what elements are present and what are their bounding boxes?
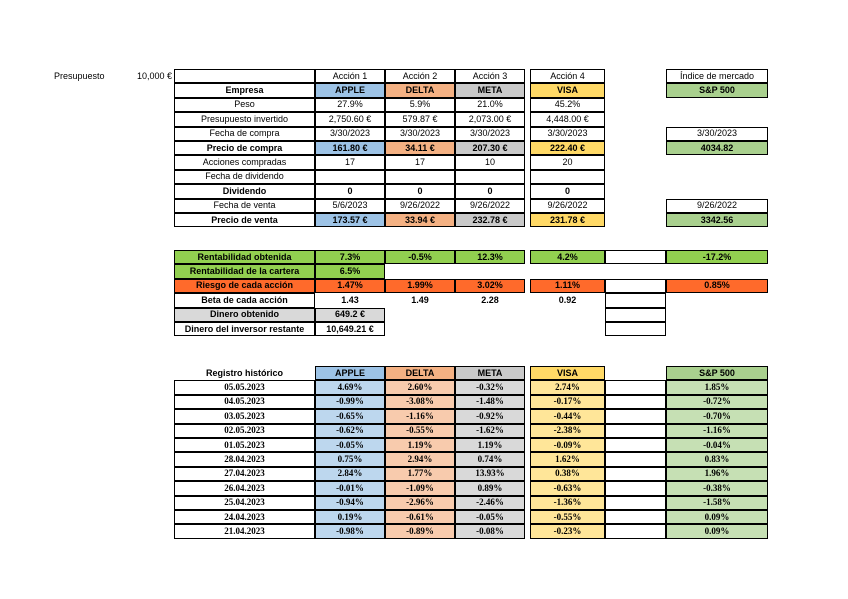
empty-cell[interactable]	[605, 424, 666, 438]
history-value[interactable]: -3.08%	[385, 395, 455, 409]
empty-cell[interactable]	[605, 250, 666, 264]
riesgo-3[interactable]: 3.02%	[455, 279, 525, 293]
history-value[interactable]: -0.65%	[315, 409, 385, 423]
empty-cell[interactable]	[605, 496, 666, 510]
history-col-sp500[interactable]: S&P 500	[666, 366, 768, 380]
history-value[interactable]: -2.46%	[455, 496, 525, 510]
rentabilidad-indice[interactable]: -17.2%	[666, 250, 768, 264]
presupuesto_invertido-3[interactable]: 2,073.00 €	[455, 112, 525, 126]
history-date[interactable]: 03.05.2023	[174, 409, 315, 423]
empty-cell[interactable]	[605, 481, 666, 495]
empty-cell[interactable]	[605, 510, 666, 524]
history-index-value[interactable]: -0.38%	[666, 481, 768, 495]
header-accion-1[interactable]: Acción 1	[315, 69, 385, 83]
history-value[interactable]: 2.74%	[530, 380, 605, 394]
history-index-value[interactable]: 0.09%	[666, 510, 768, 524]
empty-cell[interactable]	[605, 308, 666, 322]
corner-cell[interactable]	[174, 69, 315, 83]
history-date[interactable]: 27.04.2023	[174, 467, 315, 481]
fecha_dividendo-2[interactable]	[385, 170, 455, 184]
history-value[interactable]: 1.19%	[455, 438, 525, 452]
riesgo-2[interactable]: 1.99%	[385, 279, 455, 293]
history-date[interactable]: 02.05.2023	[174, 424, 315, 438]
header-accion-3[interactable]: Acción 3	[455, 69, 525, 83]
history-index-value[interactable]: 1.96%	[666, 467, 768, 481]
presupuesto_invertido-1[interactable]: 2,750.60 €	[315, 112, 385, 126]
row-label-precio_venta[interactable]: Precio de venta	[174, 213, 315, 227]
row-label-dividendo[interactable]: Dividendo	[174, 184, 315, 198]
rentabilidad-1[interactable]: 7.3%	[315, 250, 385, 264]
dividendo-3[interactable]: 0	[455, 184, 525, 198]
indice-precio_compra[interactable]: 4034.82	[666, 141, 768, 155]
dinero-restante-label[interactable]: Dinero del inversor restante	[174, 322, 315, 336]
empresa-2[interactable]: DELTA	[385, 83, 455, 97]
beta-4[interactable]: 0.92	[558, 294, 577, 305]
header-accion-4[interactable]: Acción 4	[530, 69, 605, 83]
history-value[interactable]: -1.62%	[455, 424, 525, 438]
history-value[interactable]: 2.84%	[315, 467, 385, 481]
history-value[interactable]: 4.69%	[315, 380, 385, 394]
peso-1[interactable]: 27.9%	[315, 98, 385, 112]
history-value[interactable]: -1.09%	[385, 481, 455, 495]
row-label-peso[interactable]: Peso	[174, 98, 315, 112]
row-label-fecha_compra[interactable]: Fecha de compra	[174, 127, 315, 141]
history-value[interactable]: -0.01%	[315, 481, 385, 495]
dinero-restante-value[interactable]: 10,649.21 €	[315, 322, 385, 336]
history-value[interactable]: -0.94%	[315, 496, 385, 510]
presupuesto-value[interactable]: 10,000 €	[136, 70, 172, 81]
presupuesto-label[interactable]: Presupuesto	[52, 69, 122, 83]
history-value[interactable]: -0.09%	[530, 438, 605, 452]
history-date[interactable]: 05.05.2023	[174, 380, 315, 394]
acciones_compradas-3[interactable]: 10	[455, 155, 525, 169]
empty-cell[interactable]	[605, 467, 666, 481]
fecha_compra-1[interactable]: 3/30/2023	[315, 127, 385, 141]
precio_venta-2[interactable]: 33.94 €	[385, 213, 455, 227]
history-value[interactable]: -0.23%	[530, 524, 605, 538]
riesgo-1[interactable]: 1.47%	[315, 279, 385, 293]
precio_compra-3[interactable]: 207.30 €	[455, 141, 525, 155]
fecha_dividendo-3[interactable]	[455, 170, 525, 184]
presupuesto_invertido-4[interactable]: 4,448.00 €	[530, 112, 605, 126]
dividendo-4[interactable]: 0	[530, 184, 605, 198]
history-index-value[interactable]: 0.09%	[666, 524, 768, 538]
rentabilidad-cartera-value[interactable]: 6.5%	[315, 264, 385, 278]
history-value[interactable]: -0.89%	[385, 524, 455, 538]
row-label-empresa[interactable]: Empresa	[174, 83, 315, 97]
dinero-obtenido-value[interactable]: 649.2 €	[315, 308, 385, 322]
fecha_dividendo-4[interactable]	[530, 170, 605, 184]
empresa-4[interactable]: VISA	[530, 83, 605, 97]
history-index-value[interactable]: -1.16%	[666, 424, 768, 438]
beta-label[interactable]: Beta de cada acción	[174, 293, 315, 307]
fecha_venta-4[interactable]: 9/26/2022	[530, 199, 605, 213]
history-index-value[interactable]: -1.58%	[666, 496, 768, 510]
history-value[interactable]: -0.98%	[315, 524, 385, 538]
history-value[interactable]: 0.74%	[455, 452, 525, 466]
acciones_compradas-2[interactable]: 17	[385, 155, 455, 169]
header-accion-2[interactable]: Acción 2	[385, 69, 455, 83]
precio_compra-4[interactable]: 222.40 €	[530, 141, 605, 155]
empty-cell[interactable]	[605, 395, 666, 409]
dinero-obtenido-label[interactable]: Dinero obtenido	[174, 308, 315, 322]
history-col-apple[interactable]: APPLE	[315, 366, 385, 380]
rentabilidad-label[interactable]: Rentabilidad obtenida	[174, 250, 315, 264]
history-value[interactable]: 1.77%	[385, 467, 455, 481]
history-date[interactable]: 26.04.2023	[174, 481, 315, 495]
acciones_compradas-4[interactable]: 20	[530, 155, 605, 169]
history-col-meta[interactable]: META	[455, 366, 525, 380]
row-label-fecha_dividendo[interactable]: Fecha de dividendo	[174, 170, 315, 184]
history-value[interactable]: -0.92%	[455, 409, 525, 423]
history-col-visa[interactable]: VISA	[530, 366, 605, 380]
history-col-delta[interactable]: DELTA	[385, 366, 455, 380]
history-value[interactable]: -0.55%	[385, 424, 455, 438]
precio_venta-4[interactable]: 231.78 €	[530, 213, 605, 227]
history-value[interactable]: 0.89%	[455, 481, 525, 495]
history-value[interactable]: -1.48%	[455, 395, 525, 409]
precio_compra-1[interactable]: 161.80 €	[315, 141, 385, 155]
fecha_venta-2[interactable]: 9/26/2022	[385, 199, 455, 213]
empty-cell[interactable]	[605, 524, 666, 538]
riesgo-label[interactable]: Riesgo de cada acción	[174, 279, 315, 293]
history-date[interactable]: 21.04.2023	[174, 524, 315, 538]
fecha_venta-1[interactable]: 5/6/2023	[315, 199, 385, 213]
rentabilidad-cartera-label[interactable]: Rentabilidad de la cartera	[174, 264, 315, 278]
history-value[interactable]: 0.19%	[315, 510, 385, 524]
peso-4[interactable]: 45.2%	[530, 98, 605, 112]
history-value[interactable]: -2.96%	[385, 496, 455, 510]
history-value[interactable]: 2.60%	[385, 380, 455, 394]
history-value[interactable]: -0.55%	[530, 510, 605, 524]
history-value[interactable]: -0.62%	[315, 424, 385, 438]
history-value[interactable]: -0.08%	[455, 524, 525, 538]
history-value[interactable]: 0.75%	[315, 452, 385, 466]
dividendo-1[interactable]: 0	[315, 184, 385, 198]
row-label-acciones_compradas[interactable]: Acciones compradas	[174, 155, 315, 169]
acciones_compradas-1[interactable]: 17	[315, 155, 385, 169]
history-index-value[interactable]: 0.83%	[666, 452, 768, 466]
history-value[interactable]: 1.62%	[530, 452, 605, 466]
fecha_compra-3[interactable]: 3/30/2023	[455, 127, 525, 141]
empty-cell[interactable]	[605, 279, 666, 293]
history-value[interactable]: -0.05%	[455, 510, 525, 524]
peso-2[interactable]: 5.9%	[385, 98, 455, 112]
precio_compra-2[interactable]: 34.11 €	[385, 141, 455, 155]
history-value[interactable]: -0.44%	[530, 409, 605, 423]
precio_venta-3[interactable]: 232.78 €	[455, 213, 525, 227]
presupuesto_invertido-2[interactable]: 579.87 €	[385, 112, 455, 126]
precio_venta-1[interactable]: 173.57 €	[315, 213, 385, 227]
history-value[interactable]: 1.19%	[385, 438, 455, 452]
fecha_compra-4[interactable]: 3/30/2023	[530, 127, 605, 141]
fecha_compra-2[interactable]: 3/30/2023	[385, 127, 455, 141]
beta-3[interactable]: 2.28	[481, 294, 499, 305]
rentabilidad-3[interactable]: 12.3%	[455, 250, 525, 264]
row-label-precio_compra[interactable]: Precio de compra	[174, 141, 315, 155]
empty-cell[interactable]	[605, 438, 666, 452]
history-value[interactable]: -0.17%	[530, 395, 605, 409]
history-value[interactable]: -0.61%	[385, 510, 455, 524]
indice-fecha_venta[interactable]: 9/26/2022	[666, 199, 768, 213]
beta-1[interactable]: 1.43	[341, 294, 359, 305]
indice-header[interactable]: Índice de mercado	[666, 69, 768, 83]
history-value[interactable]: -2.38%	[530, 424, 605, 438]
empresa-3[interactable]: META	[455, 83, 525, 97]
fecha_venta-3[interactable]: 9/26/2022	[455, 199, 525, 213]
history-date[interactable]: 01.05.2023	[174, 438, 315, 452]
row-label-presupuesto_invertido[interactable]: Presupuesto invertido	[174, 112, 315, 126]
empty-cell[interactable]	[605, 322, 666, 336]
history-date[interactable]: 25.04.2023	[174, 496, 315, 510]
history-value[interactable]: -1.16%	[385, 409, 455, 423]
history-index-value[interactable]: -0.04%	[666, 438, 768, 452]
history-title[interactable]: Registro histórico	[205, 367, 283, 378]
empty-cell[interactable]	[605, 380, 666, 394]
fecha_dividendo-1[interactable]	[315, 170, 385, 184]
beta-2[interactable]: 1.49	[411, 294, 429, 305]
riesgo-indice[interactable]: 0.85%	[666, 279, 768, 293]
empresa-1[interactable]: APPLE	[315, 83, 385, 97]
history-value[interactable]: 13.93%	[455, 467, 525, 481]
history-value[interactable]: -0.05%	[315, 438, 385, 452]
history-value[interactable]: -1.36%	[530, 496, 605, 510]
rentabilidad-2[interactable]: -0.5%	[385, 250, 455, 264]
indice-precio_venta[interactable]: 3342.56	[666, 213, 768, 227]
history-value[interactable]: -0.63%	[530, 481, 605, 495]
indice-fecha_compra[interactable]: 3/30/2023	[666, 127, 768, 141]
history-value[interactable]: -0.32%	[455, 380, 525, 394]
dividendo-2[interactable]: 0	[385, 184, 455, 198]
history-index-value[interactable]: 1.85%	[666, 380, 768, 394]
history-value[interactable]: 0.38%	[530, 467, 605, 481]
history-value[interactable]: 2.94%	[385, 452, 455, 466]
riesgo-4[interactable]: 1.11%	[530, 279, 605, 293]
rentabilidad-4[interactable]: 4.2%	[530, 250, 605, 264]
empty-cell[interactable]	[605, 409, 666, 423]
history-date[interactable]: 24.04.2023	[174, 510, 315, 524]
history-date[interactable]: 28.04.2023	[174, 452, 315, 466]
indice-name[interactable]: S&P 500	[666, 83, 768, 97]
empty-cell[interactable]	[605, 293, 666, 307]
row-label-fecha_venta[interactable]: Fecha de venta	[174, 199, 315, 213]
history-index-value[interactable]: -0.70%	[666, 409, 768, 423]
empty-cell[interactable]	[605, 452, 666, 466]
history-date[interactable]: 04.05.2023	[174, 395, 315, 409]
history-value[interactable]: -0.99%	[315, 395, 385, 409]
peso-3[interactable]: 21.0%	[455, 98, 525, 112]
history-index-value[interactable]: -0.72%	[666, 395, 768, 409]
